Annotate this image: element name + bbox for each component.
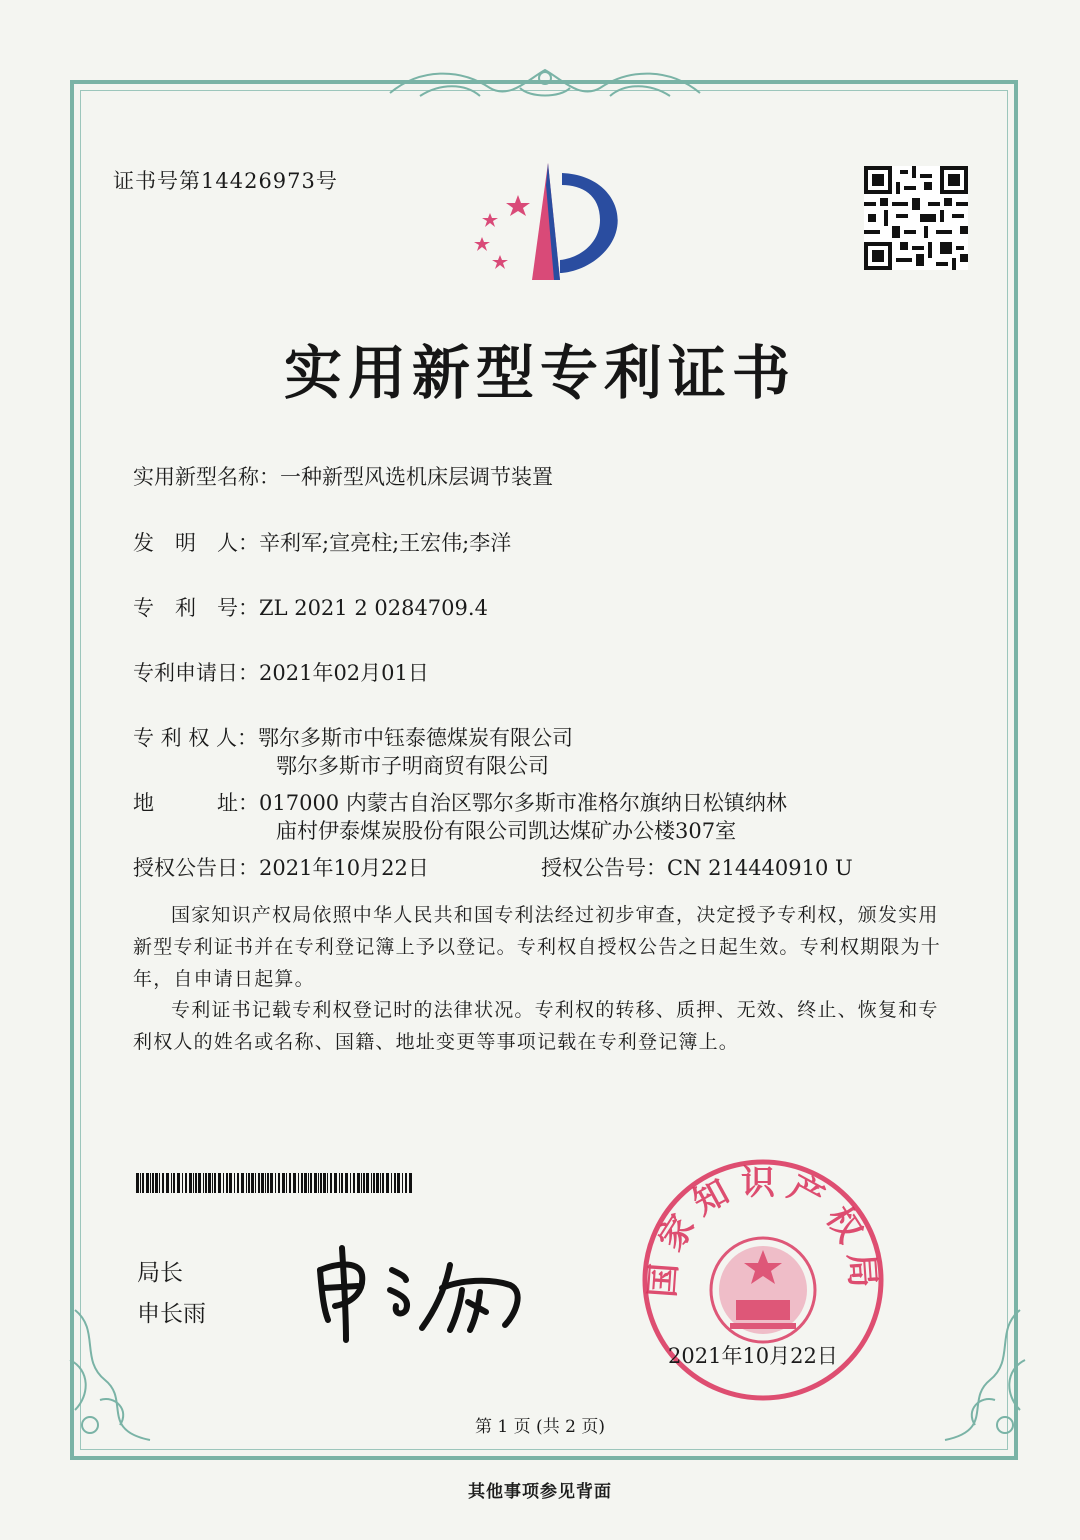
field-grant-number (541, 852, 853, 882)
field-patentee (133, 722, 573, 752)
cnipa-logo-icon (460, 155, 630, 290)
field-utility-model-name (133, 461, 553, 491)
field-address (133, 787, 787, 817)
legal-paragraph-2: 专利证书记载专利权登记时的法律状况。专利权的转移、质押、无效、终止、恢复和专利权人的姓名或名称、国籍、地址变更等事项记载在专利登记簿上。 (133, 999, 939, 1053)
field-label: 授权公告日： (133, 856, 259, 880)
certificate-number: 证书号第14426973号 (113, 169, 338, 193)
top-ornament (380, 58, 710, 108)
field-value: 辛利军;宣亮柱;王宏伟;李洋 (259, 531, 512, 555)
field-value: CN 214440910 U (667, 856, 853, 880)
field-label: 实用新型名称： (133, 465, 280, 489)
director-title: 局长 (137, 1260, 183, 1286)
certificate-title: 实用新型专利证书 (283, 339, 796, 407)
field-grant-date (133, 852, 429, 882)
field-value: ZL 2021 2 0284709.4 (259, 596, 488, 620)
back-side-note: 其他事项参见背面 (468, 1482, 612, 1502)
field-value: 017000 内蒙古自治区鄂尔多斯市准格尔旗纳日松镇纳林 (259, 791, 787, 815)
field-address-line-2: 庙村伊泰煤炭股份有限公司凯达煤矿办公楼307室 (276, 819, 737, 843)
director-signature (310, 1240, 550, 1350)
field-label: 专 利 号： (133, 596, 259, 620)
field-label: 专 利 权 人： (133, 726, 259, 750)
barcode (136, 1173, 412, 1193)
svg-text:国家知识产权局: 国家知识产权局 (642, 1163, 884, 1299)
page-number: 第 1 页 (共 2 页) (475, 1417, 605, 1437)
field-value: 2021年02月01日 (259, 661, 429, 685)
director-name: 申长雨 (137, 1301, 206, 1327)
field-label: 授权公告号： (541, 856, 667, 880)
qr-code (864, 166, 968, 270)
field-label: 专利申请日： (133, 661, 259, 685)
field-patent-number (133, 592, 488, 622)
field-inventor (133, 527, 511, 557)
field-filing-date (133, 657, 429, 687)
field-label: 发 明 人： (133, 531, 259, 555)
field-label: 地 址： (133, 791, 259, 815)
field-value: 鄂尔多斯市中钰泰德煤炭有限公司 (258, 726, 574, 750)
field-patentee-line-2: 鄂尔多斯市子明商贸有限公司 (276, 754, 549, 778)
field-value: 一种新型风选机床层调节装置 (280, 465, 553, 489)
seal-date: 2021年10月22日 (668, 1344, 838, 1368)
field-value: 2021年10月22日 (259, 856, 429, 880)
legal-paragraph-1: 国家知识产权局依照中华人民共和国专利法经过初步审查，决定授予专利权，颁发实用新型专利证书并在专利登记簿上予以登记。专利权自授权公告之日起生效。专利权期限为十年，自申请日起算。 (133, 904, 942, 990)
